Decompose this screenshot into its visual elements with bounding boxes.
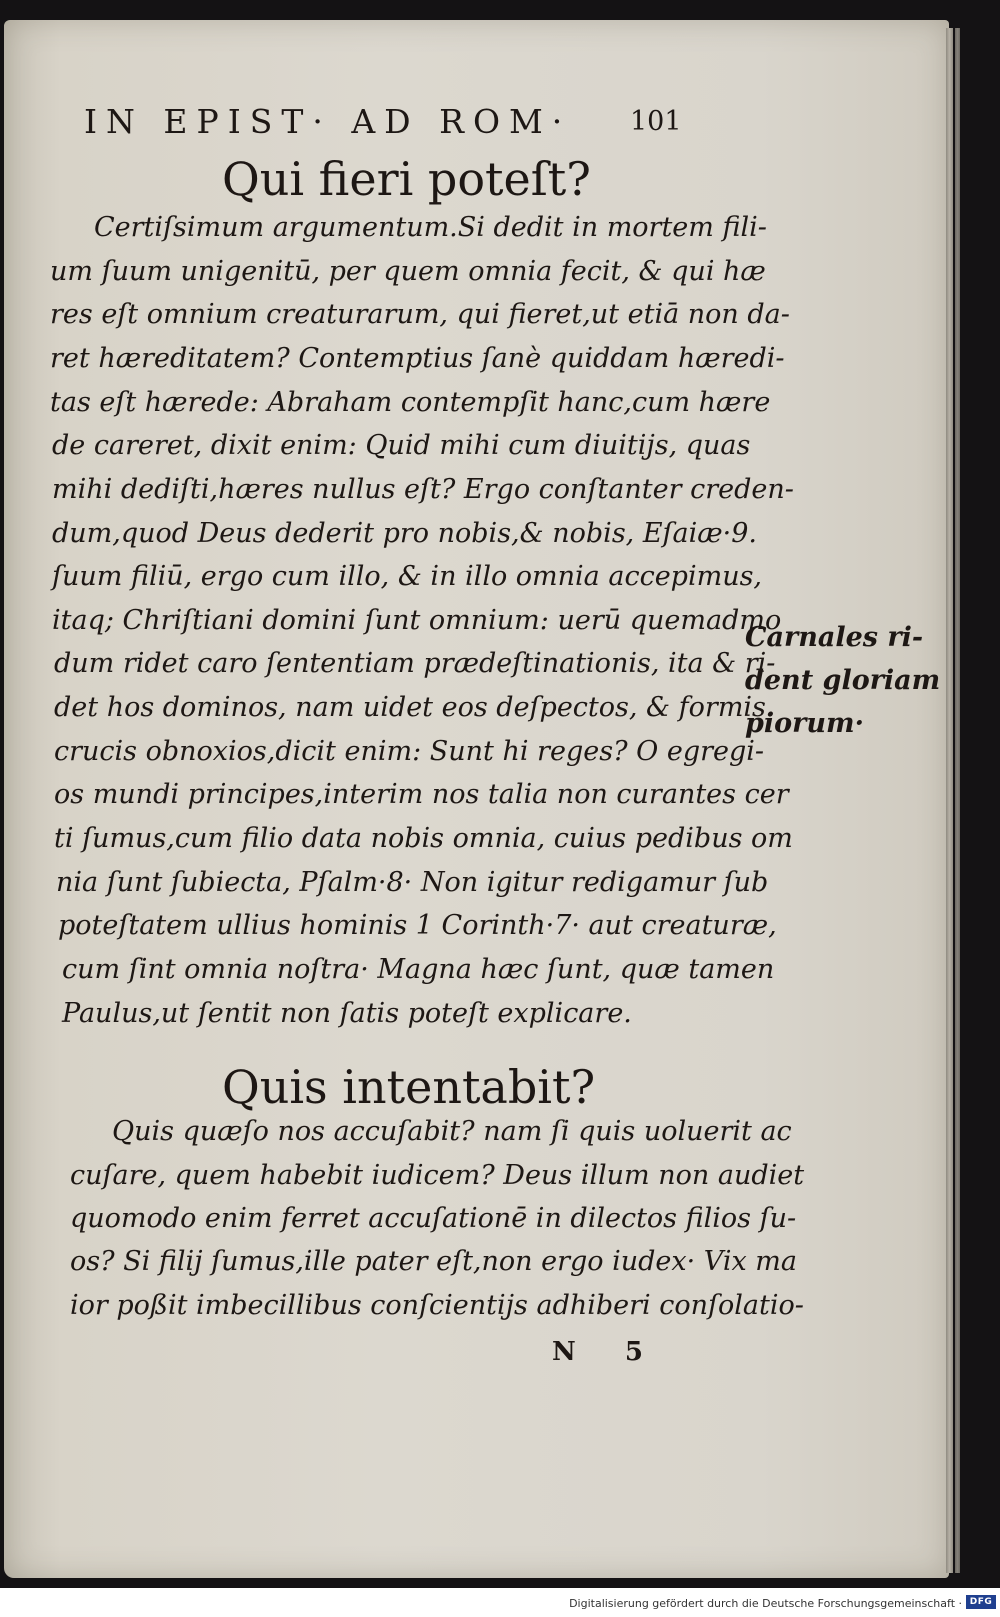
text-line: cuſare, quem habebit iudicem? Deus illum non audiet [70,1160,805,1191]
text-line: um ſuum unigenitū, per quem omnia fecit, & qui hæ [50,256,766,287]
signature-mark: N 5 [552,1337,663,1367]
text-line: itaq; Chriſtiani domini ſunt omnium: uerū quemadmo [52,605,782,636]
text-line: poteſtatem ullius hominis 1 Corinth·7· aut creaturæ, [58,910,777,941]
marginal-note-line: dent gloriam [745,665,941,696]
text-line: res eſt omnium creaturarum, qui fieret,ut etiā non da- [50,299,790,330]
text-line: os mundi principes,interim nos talia non curantes cer [54,779,789,810]
text-line: os? Si filij ſumus,ille pater eſt,non ergo iudex· Vix ma [70,1246,797,1277]
lemma-heading: Quis intentabit? [222,1060,596,1114]
text-line: ret hæreditatem? Contemptius ſanè quiddam hæredi- [50,343,785,374]
running-head: IN EPIST· AD ROM· [84,102,572,141]
digitization-credit: Digitalisierung gefördert durch die Deutsche Forschungsgemeinschaft · [569,1597,962,1610]
marginal-note-line: piorum· [745,708,864,739]
text-line: de careret, dixit enim: Quid mihi cum diuitijs, quas [52,430,751,461]
text-line: Paulus,ut ſentit non ſatis poteſt explicare. [62,998,632,1029]
page-edge-inner [955,28,960,1573]
lemma-heading: Qui fieri poteſt? [222,152,591,206]
text-line: crucis obnoxios,dicit enim: Sunt hi reges? O egregi- [54,736,765,767]
text-line: Quis quæſo nos accuſabit? nam ſi quis uoluerit ac [112,1116,792,1147]
text-line: dum ridet caro ſententiam prædeſtinationis, ita & ri- [54,648,776,679]
dfg-logo-icon: DFG [966,1595,996,1609]
text-line: dum,quod Deus dederit pro nobis,& nobis, Eſaiæ·9. [52,518,757,549]
text-line: cum ſint omnia noſtra· Magna hæc ſunt, quæ tamen [62,954,775,985]
text-line: ti ſumus,cum filio data nobis omnia, cuius pedibus om [54,823,793,854]
text-line: nia ſunt ſubiecta, Pſalm·8· Non igitur redigamur ſub [56,867,769,898]
text-line: mihi dediſti,hæres nullus eſt? Ergo conſtanter creden- [52,474,794,505]
text-line: Certiſsimum argumentum.Si dedit in mortem fili- [94,212,767,243]
page-edge [946,28,953,1573]
text-line: det hos dominos, nam uidet eos deſpectos, & formis [54,692,766,723]
folio-number: 101 [630,106,682,137]
text-line: ſuum filiū, ergo cum illo, & in illo omnia accepimus, [52,561,763,592]
text-line: tas eſt hærede: Abraham contempſit hanc,cum hære [50,387,771,418]
marginal-note-line: Carnales ri- [745,622,924,653]
text-line: ior poßit imbecillibus conſcientijs adhiberi conſolatio- [70,1290,804,1321]
text-line: quomodo enim ferret accuſationē in dilectos filios ſu- [70,1203,797,1234]
